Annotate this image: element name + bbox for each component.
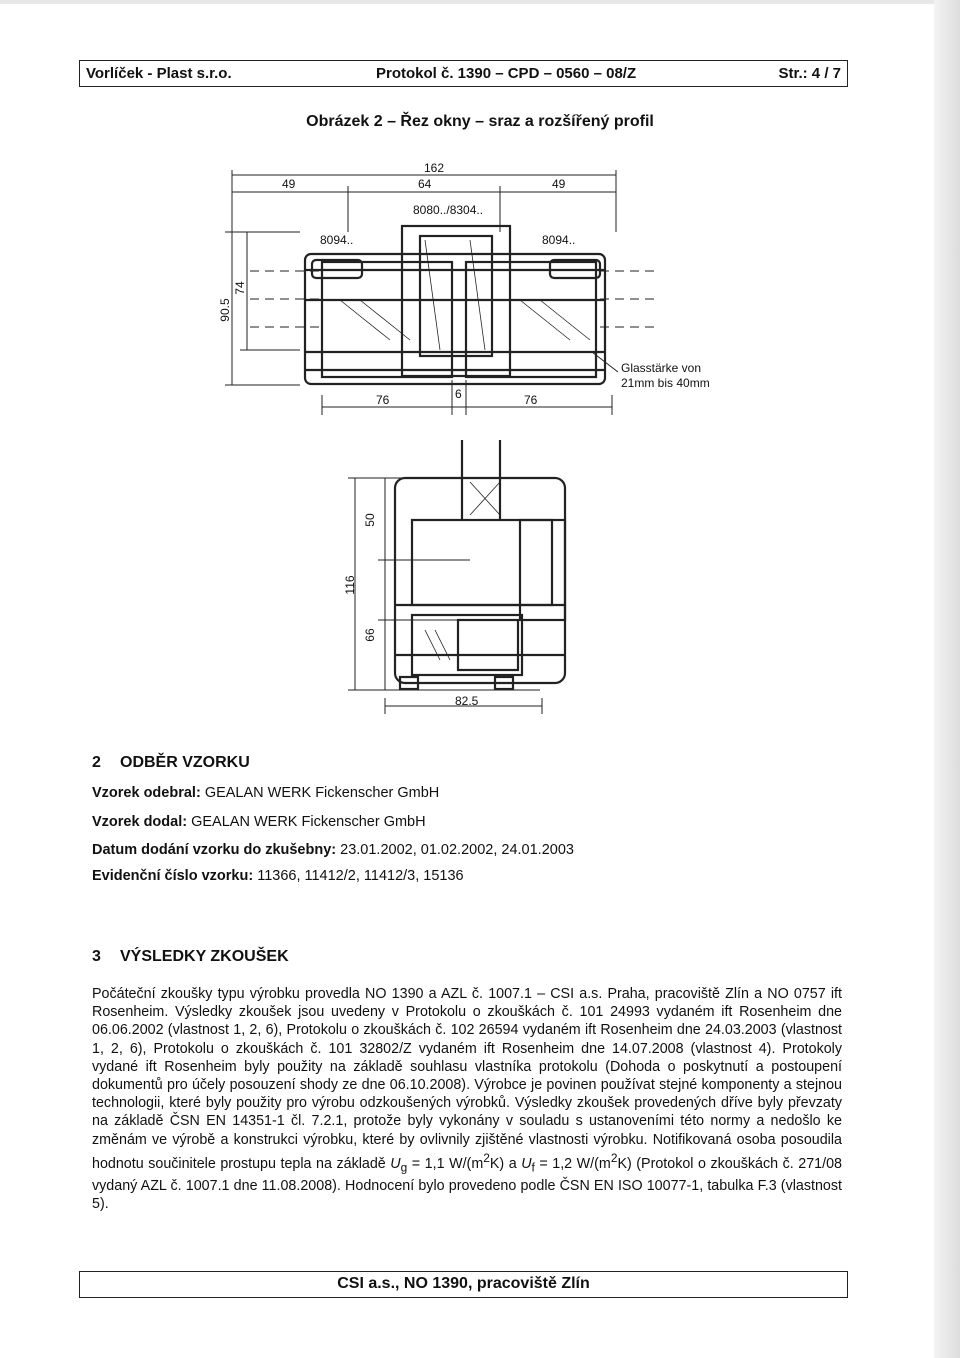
glass-note-line2: 21mm bis 40mm (621, 376, 710, 390)
header-protocol: Protokol č. 1390 – CPD – 0560 – 08/Z (376, 65, 637, 82)
sample-row (92, 842, 574, 858)
sample-row (92, 868, 464, 884)
uf-value: = 1,2 W/(m (534, 1155, 611, 1172)
ug-value: = 1,1 W/(m (407, 1155, 484, 1172)
ug-unit-end: K) a (489, 1155, 522, 1172)
ug-subscript: g (400, 1160, 408, 1175)
section-3-number: 3 (92, 948, 101, 965)
sample-row-value: 11366, 11412/2, 11412/3, 15136 (257, 868, 464, 884)
section-2-heading (92, 754, 250, 772)
results-text-b: K) (Protokol o zkouškách č. 271/08 vydaný AZL č. 1007.1 dne 11.08.2008). Hodnocení bylo provedeno podle ČSN EN ISO 10077-1, tabulka F.3 (vlastnost 5). (92, 1155, 842, 1212)
profile-section (305, 226, 605, 384)
dim-lower-top-label: 50 (363, 513, 377, 527)
dim-left-outer-label: 90.5 (218, 298, 232, 322)
uf-symbol: U (521, 1155, 532, 1172)
uf-superscript: 2 (610, 1150, 618, 1165)
sample-row-label: Evidenční číslo vzorku: (92, 868, 254, 884)
dim-bottom-mid-label: 6 (455, 387, 462, 401)
profile-left-label: 8094.. (320, 233, 354, 247)
profile-right-label: 8094.. (542, 233, 576, 247)
sample-row (92, 814, 426, 830)
uf-subscript: f (531, 1160, 535, 1175)
dim-lower-total-label: 116 (343, 575, 357, 595)
page-footer (79, 1271, 848, 1298)
section-2-title: ODBĚR VZORKU (120, 754, 250, 771)
dim-right-label: 49 (552, 177, 566, 191)
dim-bottom-left-label: 76 (376, 393, 390, 407)
dim-left-label: 49 (282, 177, 296, 191)
sample-row-value: 23.01.2002, 01.02.2002, 24.01.2003 (340, 842, 574, 858)
sample-row (92, 785, 439, 801)
results-text-a: Počáteční zkoušky typu výrobku provedla NO 1390 a AZL č. 1007.1 – CSI a.s. Praha, pracoviště Zlín a NO 0757 ift Rosenheim. Výsledky zkoušek jsou uvedeny v Protokolu o zkouškách č. 101 24993 vydaném ift Rosenheim dne 06.06.2002 (vlastnost 1, 2, 6), Protokolu o zkouškách č. 102 26594 vydaném ift Rosenheim dne 24.03.2003 (vlastnost 1, 2, 6), Protokolu o zkouškách č. 101 32802/Z vydaném ift Rosenheim dne 14.07.2008 (vlastnost 4). Protokoly vydané ift Rosenheim byly použity na základě souhlasu vlastníka protokolu (Dohoda o poskytnutí a postoupení dokumentů pro účely posouzení shody ze dne 06.10.2008). Výrobce je povinen používat stejné komponenty a stejnou technologii, které byly použity pro výrobu odzkoušených výrobků. Výsledky zkoušek provedených dříve byly převzaty na základě ČSN EN 14351-1 čl. 7.2.1, protože byly vykonány v souladu s ustanoveními této normy a nedošlo ke změnám ve výrobě a konstrukci výrobku, které by ovlivnily zjištěné vlastnosti výrobku. Notifikovaná osoba posoudila hodnotu součinitele prostupu tepla na základě (92, 986, 842, 1172)
lower-profile-section (395, 440, 565, 689)
dim-center-label: 64 (418, 177, 432, 191)
glass-note-line1: Glasstärke von (621, 361, 702, 375)
sample-row-value: GEALAN WERK Fickenscher GmbH (191, 814, 426, 830)
header-company: Vorlíček - Plast s.r.o. (86, 65, 232, 82)
dim-lower-width-label: 82.5 (455, 694, 479, 708)
sample-row-label: Datum dodání vzorku do zkušebny: (92, 842, 337, 858)
dim-lower-bottom-label: 66 (363, 628, 377, 642)
ug-superscript: 2 (483, 1150, 490, 1165)
figure-title: Obrázek 2 – Řez okny – sraz a rozšířený profil (306, 113, 654, 130)
section-2-number: 2 (92, 754, 101, 771)
dim-total-label: 162 (424, 161, 445, 175)
section-3-heading (92, 948, 289, 966)
profile-center-label: 8080../8304.. (413, 203, 484, 217)
ug-symbol: U (390, 1155, 401, 1172)
results-paragraph (92, 985, 842, 1213)
section-3-title: VÝSLEDKY ZKOUŠEK (120, 948, 289, 965)
header-page-number: Str.: 4 / 7 (778, 65, 841, 82)
footer-text: CSI a.s., NO 1390, pracoviště Zlín (337, 1275, 590, 1292)
sample-row-label: Vzorek odebral: (92, 785, 201, 801)
sample-row-label: Vzorek dodal: (92, 814, 188, 830)
dim-bottom-right-label: 76 (524, 393, 538, 407)
dim-left-inner-label: 74 (233, 281, 247, 295)
sample-row-value: GEALAN WERK Fickenscher GmbH (204, 785, 440, 801)
